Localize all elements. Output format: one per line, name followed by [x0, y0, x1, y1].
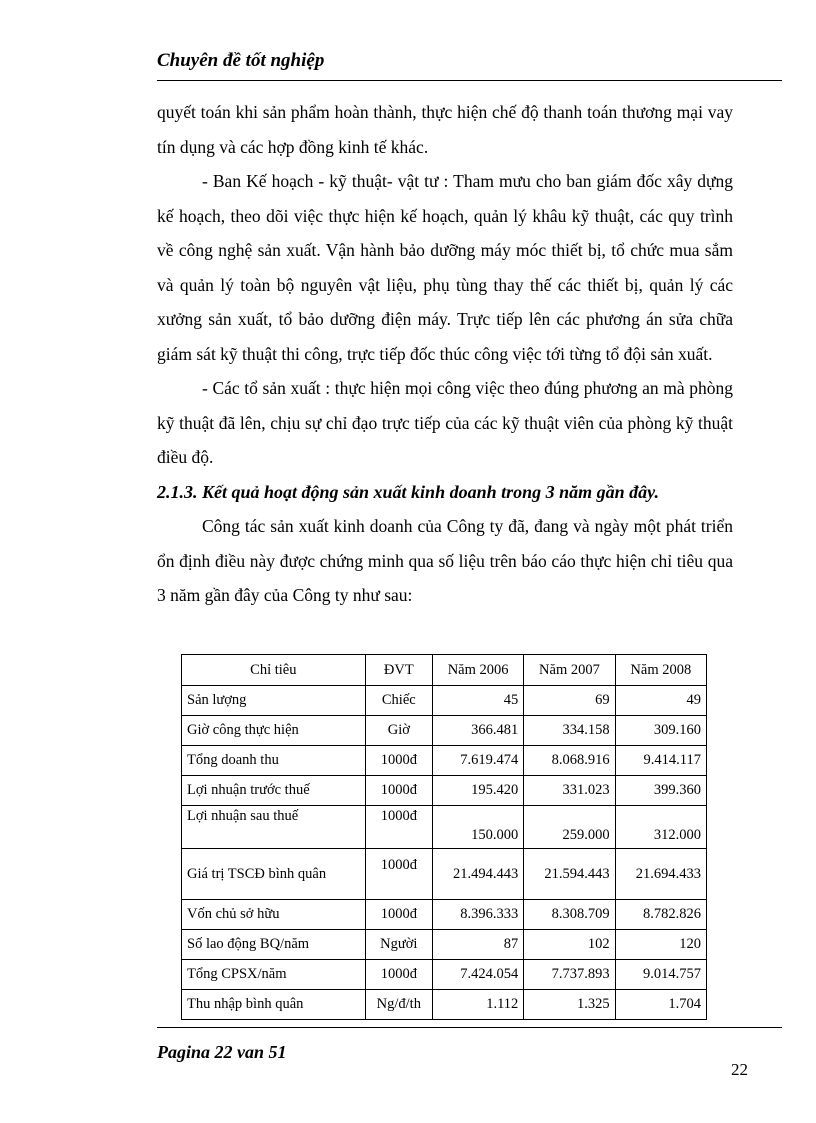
- table-row: [182, 806, 707, 849]
- document-body: [157, 95, 733, 613]
- table-cell: 21.694.433: [615, 849, 706, 900]
- table-cell: 366.481: [432, 716, 523, 746]
- table-cell: 8.782.826: [615, 900, 706, 930]
- table-cell: Giá trị TSCĐ bình quân: [182, 849, 366, 900]
- table-cell: 49: [615, 686, 706, 716]
- table-cell: Ng/đ/th: [365, 990, 432, 1020]
- footer-page-label: Pagina 22 van 51: [157, 1042, 287, 1062]
- table-cell: 312.000: [615, 806, 706, 849]
- table-cell: 1000đ: [365, 776, 432, 806]
- table-cell: Lợi nhuận sau thuế: [182, 806, 366, 849]
- table-cell: Tổng CPSX/năm: [182, 960, 366, 990]
- table-cell: 87: [432, 930, 523, 960]
- table-cell: 9.414.117: [615, 746, 706, 776]
- table-row: [182, 746, 707, 776]
- table-cell: 1.704: [615, 990, 706, 1020]
- table-cell: 309.160: [615, 716, 706, 746]
- table-header-row: [182, 655, 707, 686]
- results-table: [181, 654, 707, 1020]
- table-cell: 259.000: [524, 806, 615, 849]
- table-cell: 331.023: [524, 776, 615, 806]
- paragraph-3: - Các tổ sản xuất : thực hiện mọi công việc theo đúng phương an mà phòng kỹ thuật đã lên, chịu sự chỉ đạo trực tiếp của các kỹ thuật viên của phòng kỹ thuật điều độ.: [157, 378, 733, 467]
- table-cell: 1.325: [524, 990, 615, 1020]
- table-cell: 334.158: [524, 716, 615, 746]
- table-cell: 8.308.709: [524, 900, 615, 930]
- table-cell: 120: [615, 930, 706, 960]
- table-cell: 150.000: [432, 806, 523, 849]
- table-row: [182, 716, 707, 746]
- table-cell: Giờ công thực hiện: [182, 716, 366, 746]
- table-cell: Số lao động BQ/năm: [182, 930, 366, 960]
- table-cell: 102: [524, 930, 615, 960]
- page-number: 22: [731, 1060, 748, 1079]
- header-dvt: ĐVT: [365, 655, 432, 686]
- table-cell: Người: [365, 930, 432, 960]
- table-cell: 7.424.054: [432, 960, 523, 990]
- table-cell: 8.396.333: [432, 900, 523, 930]
- table-cell: Thu nhập bình quân: [182, 990, 366, 1020]
- paragraph-1: quyết toán khi sản phẩm hoàn thành, thực hiện chế độ thanh toán thương mại vay tín dụng và các hợp đồng kinh tế khác.: [157, 102, 733, 157]
- table-cell: 195.420: [432, 776, 523, 806]
- table-cell: Sản lượng: [182, 686, 366, 716]
- header-chi-tieu: Chỉ tiêu: [182, 655, 366, 686]
- paragraph-4: Công tác sản xuất kinh doanh của Công ty đã, đang và ngày một phát triển ổn định điều này được chứng minh qua số liệu trên báo cáo thực hiện chỉ tiêu qua 3 năm gần đây của Công ty như sau:: [157, 516, 733, 605]
- table-cell: 399.360: [615, 776, 706, 806]
- table-cell: 7.619.474: [432, 746, 523, 776]
- table-cell: 45: [432, 686, 523, 716]
- table-row: [182, 960, 707, 990]
- table-cell: 1000đ: [365, 806, 432, 849]
- table-cell: Chiếc: [365, 686, 432, 716]
- footer-divider: [157, 1027, 782, 1028]
- table-cell: 8.068.916: [524, 746, 615, 776]
- table-row: [182, 849, 707, 900]
- table-row: [182, 900, 707, 930]
- table-cell: 1000đ: [365, 960, 432, 990]
- table-cell: 69: [524, 686, 615, 716]
- table-cell: 7.737.893: [524, 960, 615, 990]
- table-row: [182, 990, 707, 1020]
- table-row: [182, 776, 707, 806]
- header-2007: Năm 2007: [524, 655, 615, 686]
- table-cell: Vốn chủ sở hữu: [182, 900, 366, 930]
- table-cell: Giờ: [365, 716, 432, 746]
- table-row: [182, 930, 707, 960]
- table-cell: 21.494.443: [432, 849, 523, 900]
- page-header-title: Chuyên đề tốt nghiệp: [157, 50, 325, 71]
- table-cell: 1000đ: [365, 900, 432, 930]
- paragraph-2: - Ban Kế hoạch - kỹ thuật- vật tư : Tham mưu cho ban giám đốc xây dựng kế hoạch, theo dõi việc thực hiện kế hoạch, quản lý khâu kỹ thuật, các quy trình về công nghệ sản xuất. Vận hành bảo dưỡng máy móc thiết bị, tổ chức mua sắm và quản lý toàn bộ nguyên vật liệu, phụ tùng thay thế các thiết bị, quản lý các xưởng sản xuất, tổ bảo dưỡng điện máy. Trực tiếp lên các phương án sửa chữa giám sát kỹ thuật thi công, trực tiếp đốc thúc công việc tới từng tổ đội sản xuất.: [157, 171, 733, 364]
- header-2008: Năm 2008: [615, 655, 706, 686]
- table-cell: Lợi nhuận trước thuế: [182, 776, 366, 806]
- table-row: [182, 686, 707, 716]
- header-divider: [157, 80, 782, 81]
- section-heading: 2.1.3. Kết quả hoạt động sản xuất kinh doanh trong 3 năm gần đây.: [157, 481, 659, 502]
- table-cell: 1000đ: [365, 849, 432, 900]
- table-cell: Tổng doanh thu: [182, 746, 366, 776]
- table-cell: 9.014.757: [615, 960, 706, 990]
- header-2006: Năm 2006: [432, 655, 523, 686]
- table-cell: 1.112: [432, 990, 523, 1020]
- table-cell: 21.594.443: [524, 849, 615, 900]
- table-cell: 1000đ: [365, 746, 432, 776]
